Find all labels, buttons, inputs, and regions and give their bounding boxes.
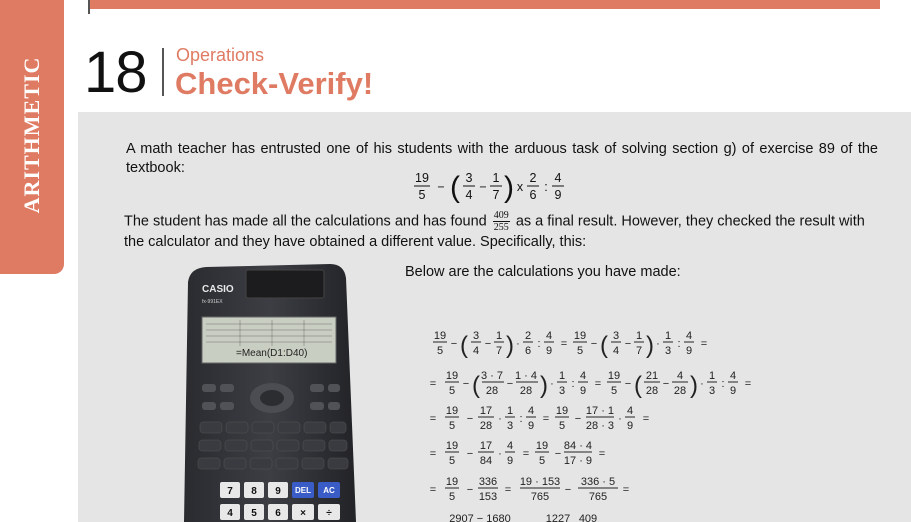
svg-text:1227: 1227 xyxy=(545,513,571,522)
key-7: 7 xyxy=(227,486,233,497)
svg-text:7: 7 xyxy=(492,188,500,202)
svg-text:): ) xyxy=(540,372,548,399)
svg-text::: : xyxy=(544,180,548,194)
svg-text:=: = xyxy=(430,378,437,390)
svg-text:=: = xyxy=(542,413,550,425)
svg-text:−: − xyxy=(590,338,598,350)
top-bar xyxy=(90,0,880,9)
calculator-model: fx-991EX xyxy=(202,299,223,305)
svg-text:(: ( xyxy=(460,332,468,359)
svg-text:1: 1 xyxy=(635,330,643,342)
svg-text:=: = xyxy=(700,338,708,350)
svg-text:=: = xyxy=(642,413,650,425)
calc-row-2 xyxy=(430,370,751,399)
svg-text:): ) xyxy=(646,332,654,359)
svg-text:5: 5 xyxy=(448,420,456,432)
svg-text:7: 7 xyxy=(495,345,503,357)
svg-text:2: 2 xyxy=(524,330,532,342)
svg-text:(: ( xyxy=(450,171,460,204)
svg-text:17: 17 xyxy=(479,440,493,452)
svg-text:−: − xyxy=(462,378,470,390)
svg-text:3: 3 xyxy=(465,171,473,185)
svg-text:−: − xyxy=(624,338,632,350)
svg-text:28: 28 xyxy=(485,385,499,397)
svg-text:=: = xyxy=(598,448,606,460)
svg-text:=: = xyxy=(430,413,437,425)
svg-text:1 · 4: 1 · 4 xyxy=(514,370,538,382)
svg-text:5: 5 xyxy=(448,491,456,503)
svg-text:19: 19 xyxy=(445,440,459,452)
svg-text:17 · 1: 17 · 1 xyxy=(585,405,615,417)
svg-text:−: − xyxy=(574,413,582,425)
svg-text:1: 1 xyxy=(558,370,566,382)
svg-text:19: 19 xyxy=(445,476,459,488)
svg-text:4: 4 xyxy=(612,345,620,357)
svg-text:=: = xyxy=(522,448,530,460)
svg-text:4: 4 xyxy=(579,370,587,382)
svg-text:): ) xyxy=(690,372,698,399)
svg-text:·: · xyxy=(498,448,502,460)
svg-text:9: 9 xyxy=(685,345,693,357)
calc-row-4 xyxy=(430,440,605,467)
svg-text:1: 1 xyxy=(664,330,672,342)
chapter-number: 18 xyxy=(84,40,147,105)
svg-text:=: = xyxy=(622,484,630,496)
svg-text:5: 5 xyxy=(610,385,618,397)
svg-text:=: = xyxy=(504,484,512,496)
svg-text:336: 336 xyxy=(478,476,498,488)
svg-text:17: 17 xyxy=(479,405,493,417)
svg-text:·: · xyxy=(516,338,520,350)
svg-text:4: 4 xyxy=(676,370,684,382)
svg-text:5: 5 xyxy=(436,345,444,357)
svg-text:21: 21 xyxy=(645,370,659,382)
calculator-image xyxy=(180,262,360,522)
svg-text:(: ( xyxy=(600,332,608,359)
svg-text::: : xyxy=(519,413,523,425)
svg-text:3: 3 xyxy=(506,420,514,432)
svg-text:4: 4 xyxy=(685,330,693,342)
svg-text:·: · xyxy=(498,413,502,425)
svg-text:19: 19 xyxy=(445,370,459,382)
svg-text:3 · 7: 3 · 7 xyxy=(480,370,504,382)
svg-text:28: 28 xyxy=(673,385,687,397)
svg-text:3: 3 xyxy=(612,330,620,342)
svg-text:·: · xyxy=(656,338,660,350)
key-5: 5 xyxy=(251,508,257,519)
svg-text:=: = xyxy=(594,378,602,390)
svg-text:2: 2 xyxy=(529,171,537,185)
svg-text:−: − xyxy=(466,448,474,460)
page-title: Check-Verify! xyxy=(175,66,374,101)
svg-text:): ) xyxy=(504,171,514,204)
key-4: 4 xyxy=(227,508,233,519)
svg-text:4: 4 xyxy=(729,370,737,382)
calculator-display-text: =Mean(D1:D40) xyxy=(236,348,308,359)
svg-text:−: − xyxy=(564,484,572,496)
svg-text:7: 7 xyxy=(635,345,643,357)
svg-text::: : xyxy=(537,338,541,350)
svg-text::: : xyxy=(721,378,725,390)
found-text-after: as a final result. However, they checked the result with the calculator and they have obtained a different value. Specifically, this: xyxy=(124,213,865,250)
key-8: 8 xyxy=(251,486,257,497)
side-label: ARITHMETIC xyxy=(19,56,44,214)
svg-text:5: 5 xyxy=(448,385,456,397)
svg-text:): ) xyxy=(506,332,514,359)
svg-text:9: 9 xyxy=(729,385,737,397)
calc-row-3 xyxy=(430,405,649,432)
svg-text:−: − xyxy=(437,180,445,194)
svg-text:19 · 153: 19 · 153 xyxy=(519,476,561,488)
svg-text:84 · 4: 84 · 4 xyxy=(563,440,593,452)
calc-row-5 xyxy=(430,476,629,503)
svg-text:·: · xyxy=(700,378,704,390)
svg-text:19: 19 xyxy=(415,171,429,185)
found-fraction xyxy=(493,210,510,233)
svg-text:=: = xyxy=(430,484,437,496)
svg-text:9: 9 xyxy=(579,385,587,397)
result-paragraph xyxy=(124,210,878,252)
svg-text:17 · 9: 17 · 9 xyxy=(563,455,593,467)
key-ac: AC xyxy=(323,486,335,495)
key-9: 9 xyxy=(275,486,281,497)
svg-text:19: 19 xyxy=(535,440,549,452)
key-del: DEL xyxy=(295,486,311,495)
svg-text:3: 3 xyxy=(664,345,672,357)
svg-text:4: 4 xyxy=(465,188,473,202)
exercise-expression xyxy=(410,168,570,206)
svg-text:4: 4 xyxy=(472,345,480,357)
svg-text::: : xyxy=(677,338,681,350)
svg-text::: : xyxy=(571,378,575,390)
svg-text:28: 28 xyxy=(519,385,533,397)
top-tick xyxy=(88,0,90,14)
svg-text:9: 9 xyxy=(545,345,553,357)
key-6: 6 xyxy=(275,508,281,519)
svg-text:28: 28 xyxy=(479,420,493,432)
svg-text:6: 6 xyxy=(529,188,537,202)
svg-text:4: 4 xyxy=(554,171,562,185)
svg-text:6: 6 xyxy=(524,345,532,357)
svg-text:=: = xyxy=(560,338,568,350)
svg-text:5: 5 xyxy=(558,420,566,432)
svg-text:·: · xyxy=(618,413,622,425)
svg-text:−: − xyxy=(450,338,458,350)
svg-text:9: 9 xyxy=(527,420,535,432)
svg-text:4: 4 xyxy=(527,405,535,417)
svg-text:19: 19 xyxy=(607,370,621,382)
svg-text:3: 3 xyxy=(708,385,716,397)
title-divider xyxy=(162,48,164,96)
svg-text:(: ( xyxy=(472,372,480,399)
svg-text:765: 765 xyxy=(588,491,608,503)
svg-text:1: 1 xyxy=(506,405,514,417)
svg-text:−: − xyxy=(506,378,514,390)
svg-text:−: − xyxy=(484,338,492,350)
svg-text:(: ( xyxy=(634,372,642,399)
svg-text:9: 9 xyxy=(626,420,634,432)
svg-text:3: 3 xyxy=(558,385,566,397)
svg-text:5: 5 xyxy=(418,188,426,202)
svg-text:19: 19 xyxy=(433,330,447,342)
svg-text:19: 19 xyxy=(555,405,569,417)
key-multiply: × xyxy=(300,508,306,519)
calc-row-1 xyxy=(433,330,707,359)
svg-text:28: 28 xyxy=(645,385,659,397)
svg-text:5: 5 xyxy=(538,455,546,467)
svg-text:5: 5 xyxy=(576,345,584,357)
svg-text:28 · 3: 28 · 3 xyxy=(585,420,615,432)
found-text-before: The student has made all the calculations and has found xyxy=(124,213,487,230)
svg-text:9: 9 xyxy=(506,455,514,467)
calculation-steps xyxy=(430,328,770,522)
svg-text:336 · 5: 336 · 5 xyxy=(580,476,616,488)
calculator-brand: CASIO xyxy=(202,284,234,295)
section-subtitle: Operations xyxy=(176,45,265,65)
key-divide: ÷ xyxy=(326,508,332,519)
svg-text:=: = xyxy=(744,378,752,390)
svg-text:=: = xyxy=(430,448,437,460)
calculations-intro: Below are the calculations you have made: xyxy=(405,264,681,280)
svg-text:9: 9 xyxy=(554,188,562,202)
svg-text:−: − xyxy=(479,180,487,194)
svg-text:x: x xyxy=(516,180,524,194)
svg-text:5: 5 xyxy=(448,455,456,467)
svg-text:84: 84 xyxy=(479,455,493,467)
svg-text:2907 − 1680: 2907 − 1680 xyxy=(449,513,511,522)
svg-text:4: 4 xyxy=(626,405,634,417)
svg-text:409: 409 xyxy=(578,513,598,522)
svg-text:−: − xyxy=(662,378,670,390)
svg-text:19: 19 xyxy=(573,330,587,342)
svg-text:4: 4 xyxy=(545,330,553,342)
found-denominator: 255 xyxy=(493,222,509,233)
svg-text:4: 4 xyxy=(506,440,514,452)
svg-text:765: 765 xyxy=(530,491,550,503)
calc-row-6 xyxy=(449,513,597,522)
intro-paragraph: A math teacher has entrusted one of his students with the arduous task of solving section g) of exercise 89 of the textbook: xyxy=(126,141,878,176)
svg-text:−: − xyxy=(554,448,562,460)
svg-text:1: 1 xyxy=(708,370,716,382)
found-numerator: 409 xyxy=(493,210,509,221)
svg-text:153: 153 xyxy=(478,491,498,503)
svg-text:1: 1 xyxy=(492,171,500,185)
svg-text:−: − xyxy=(624,378,632,390)
svg-text:·: · xyxy=(550,378,554,390)
svg-text:−: − xyxy=(466,484,474,496)
svg-text:3: 3 xyxy=(472,330,480,342)
svg-text:19: 19 xyxy=(445,405,459,417)
svg-text:1: 1 xyxy=(495,330,503,342)
svg-text:−: − xyxy=(466,413,474,425)
